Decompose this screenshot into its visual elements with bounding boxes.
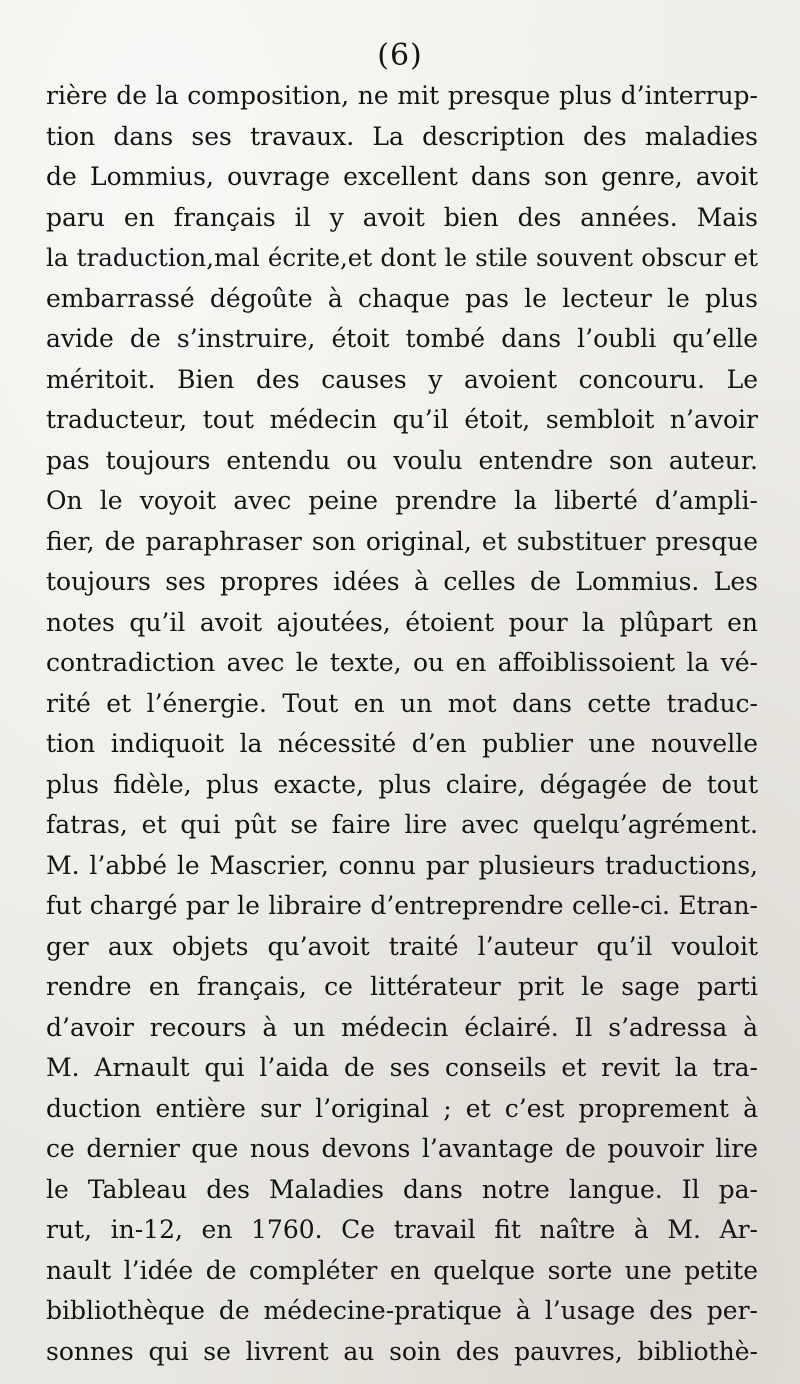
text-line (46, 603, 758, 644)
text-line (46, 1170, 758, 1211)
text-line (46, 157, 758, 198)
text-line (46, 846, 758, 887)
text-line (46, 886, 758, 927)
text-line (46, 1251, 758, 1292)
text-segment: ouvrage excellent dans son genre, avoit (213, 162, 758, 191)
text-segment: avide de s’instruire, étoit tombé dans l’oubli qu’elle (46, 324, 758, 353)
page-number: (6) (377, 38, 423, 73)
text-segment: fut chargé par le libraire d’entreprendre celle-ci. Etran- (46, 891, 758, 920)
text-line (46, 724, 758, 765)
text-line (46, 481, 758, 522)
text-segment: tion indiquoit la nécessité d’en publier une nouvelle (46, 729, 758, 758)
text-segment: ce dernier que nous devons l’avantage de pouvoir lire (46, 1134, 758, 1163)
text-line (46, 684, 758, 725)
text-segment: bibliothèque de médecine-pratique à l’usage des per- (46, 1296, 758, 1325)
text-segment: On le voyoit avec peine prendre la liberté d’ampli- (46, 486, 758, 515)
text-line (46, 319, 758, 360)
text-segment: fier, de paraphraser son original, et substituer presque (46, 526, 758, 556)
text-segment: nault l’idée de compléter en quelque sorte une petite (46, 1255, 758, 1285)
text-line (46, 967, 758, 1008)
text-line (46, 562, 758, 603)
text-line (46, 1332, 758, 1373)
text-line (46, 522, 758, 563)
text-segment: traducteur, tout médecin qu’il étoit, sembloit n’avoir (46, 405, 758, 434)
text-segment: de (46, 162, 90, 191)
text-segment: ger aux objets qu’avoit traité l’auteur qu’il vouloit (46, 931, 758, 961)
text-segment: rendre en français, ce littérateur prit le sage parti (46, 972, 758, 1001)
text-segment: le (46, 1174, 88, 1204)
text-line (46, 1089, 758, 1130)
italic-text: Tableau des Maladies (87, 1174, 384, 1204)
text-line (46, 1048, 758, 1089)
text-line (46, 117, 758, 158)
text-segment: pas toujours entendu ou voulu entendre son auteur. (46, 445, 758, 475)
text-segment: M. Arnault qui l’aida de ses conseils et revit la tra- (46, 1053, 758, 1082)
text-segment: d’avoir recours à un médecin éclairé. Il s’adressa à (46, 1012, 758, 1042)
text-segment: toujours ses propres idées à celles de Lommius. Les (46, 567, 758, 596)
text-line (46, 76, 758, 117)
text-segment: M. l’abbé le Mascrier, connu par plusieurs traductions, (46, 850, 758, 880)
text-line (46, 765, 758, 806)
text-segment: paru en français il y avoit bien des années. Mais (46, 202, 758, 232)
text-segment: plus fidèle, plus exacte, plus claire, dégagée de tout (46, 769, 758, 799)
text-line (46, 1291, 758, 1332)
text-line (46, 198, 758, 239)
text-line (46, 279, 758, 320)
text-segment: méritoit. Bien des causes y avoient concouru. Le (46, 364, 758, 394)
text-segment: fatras, et qui pût se faire lire avec quelqu’agrément. (46, 810, 758, 839)
text-line (46, 441, 758, 482)
italic-text: Lommius, (89, 162, 214, 191)
text-segment: contradiction avec le texte, ou en affoiblissoient la vé- (46, 648, 758, 677)
text-segment: rière de la composition, ne mit presque plus d’interrup- (46, 81, 758, 110)
text-segment: duction entière sur l’original ; et c’est proprement à (46, 1093, 758, 1123)
text-segment: dans notre langue. Il pa- (383, 1174, 758, 1204)
text-line (46, 1129, 758, 1170)
text-segment: embarrassé dégoûte à chaque pas le lecteur le plus (46, 283, 758, 313)
text-line (46, 1008, 758, 1049)
text-segment: rité et l’énergie. Tout en un mot dans cette traduc- (46, 688, 758, 718)
text-segment: sonnes qui se livrent au soin des pauvres, bibliothè- (46, 1336, 758, 1366)
text-line (46, 1210, 758, 1251)
text-segment: rut, in-12, en 1760. Ce travail fit naître à M. Ar- (46, 1215, 758, 1244)
text-line (46, 360, 758, 401)
text-line (46, 400, 758, 441)
body-text (46, 76, 758, 1372)
text-line (46, 805, 758, 846)
text-segment: tion dans ses travaux. La description des maladies (46, 121, 758, 151)
text-segment: la traduction,mal écrite,et dont le stile souvent obscur et (46, 243, 758, 272)
text-line (46, 927, 758, 968)
text-line (46, 643, 758, 684)
text-line (46, 238, 758, 279)
text-segment: notes qu’il avoit ajoutées, étoient pour la plûpart en (46, 607, 758, 637)
